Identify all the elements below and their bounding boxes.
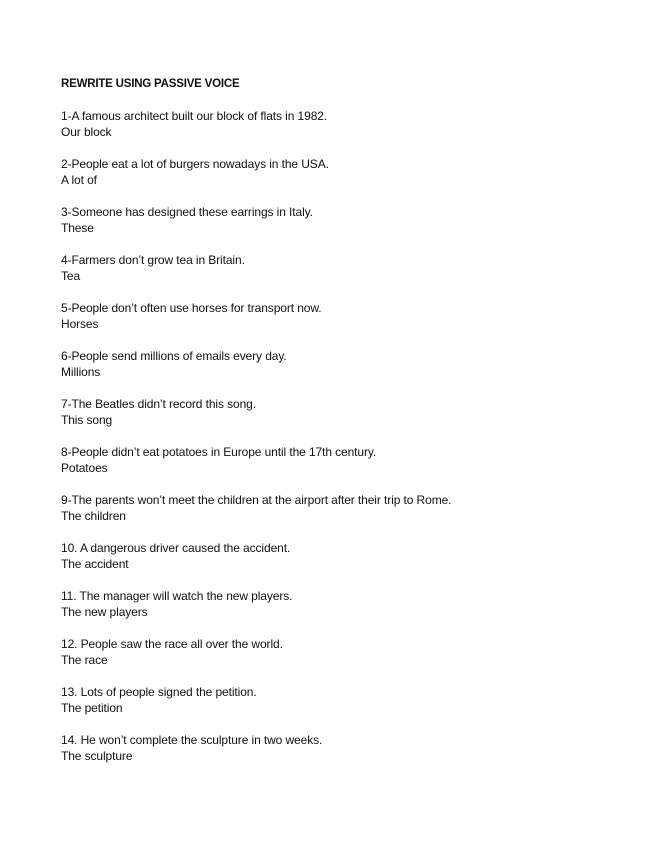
exercise-prompt: 2-People eat a lot of burgers nowadays in the USA. [61, 157, 329, 171]
exercise-prompt: 7-The Beatles didn’t record this song. [61, 397, 256, 411]
exercise-answer-start: Tea [61, 269, 81, 283]
exercise-prompt: 6-People send millions of emails every day. [61, 349, 287, 363]
exercise-answer-start: Our block [61, 125, 112, 139]
exercise-prompt: 11. The manager will watch the new players. [61, 589, 293, 603]
exercise-prompt: 5-People don’t often use horses for transport now. [61, 301, 322, 315]
exercise-answer-start: The new players [61, 605, 148, 619]
exercise-item [61, 540, 621, 588]
exercise-answer-start: These [61, 221, 94, 235]
exercise-prompt: 8-People didn’t eat potatoes in Europe until the 17th century. [61, 445, 377, 459]
exercise-item [61, 492, 621, 540]
exercise-item [61, 348, 621, 396]
exercise-item [61, 204, 621, 252]
worksheet-title: REWRITE USING PASSIVE VOICE [61, 78, 240, 90]
exercise-prompt: 1-A famous architect built our block of flats in 1982. [61, 109, 328, 123]
exercise-item [61, 156, 621, 204]
exercise-answer-start: The children [61, 509, 126, 523]
exercise-answer-start: This song [61, 413, 113, 427]
exercise-item [61, 108, 621, 156]
exercise-item [61, 732, 621, 780]
exercise-answer-start: The petition [61, 701, 123, 715]
exercise-prompt: 12. People saw the race all over the world. [61, 637, 283, 651]
exercise-prompt: 13. Lots of people signed the petition. [61, 685, 257, 699]
exercise-answer-start: The accident [61, 557, 129, 571]
exercise-answer-start: Potatoes [61, 461, 108, 475]
exercise-item [61, 300, 621, 348]
exercise-prompt: 4-Farmers don’t grow tea in Britain. [61, 253, 245, 267]
exercise-item [61, 252, 621, 300]
exercise-answer-start: The sculpture [61, 749, 133, 763]
exercise-prompt: 3-Someone has designed these earrings in Italy. [61, 205, 313, 219]
exercise-item [61, 636, 621, 684]
exercise-answer-start: The race [61, 653, 108, 667]
exercise-answer-start: A lot of [61, 173, 97, 187]
worksheet-page [61, 76, 621, 780]
exercise-answer-start: Horses [61, 317, 99, 331]
exercise-item [61, 444, 621, 492]
exercise-item [61, 396, 621, 444]
exercise-prompt: 14. He won’t complete the sculpture in two weeks. [61, 733, 323, 747]
exercise-answer-start: Millions [61, 365, 101, 379]
exercise-prompt: 10. A dangerous driver caused the accident. [61, 541, 291, 555]
exercise-item [61, 588, 621, 636]
exercise-item [61, 684, 621, 732]
exercise-prompt: 9-The parents won’t meet the children at the airport after their trip to Rome. [61, 493, 452, 507]
